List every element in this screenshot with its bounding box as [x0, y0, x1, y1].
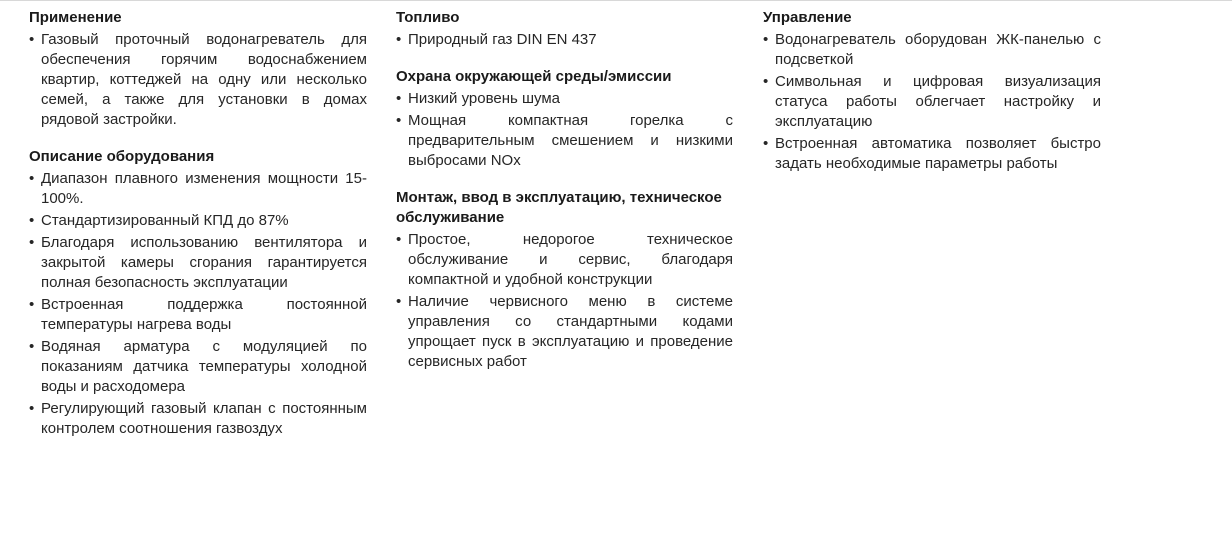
list-item [763, 72, 1101, 132]
section-heading: Применение [29, 9, 122, 26]
bullet-list [29, 169, 367, 439]
list-item-text: Встроенная автоматика позволяет быстро задать необходимые параметры работы [775, 135, 1101, 172]
section-heading: Описание оборудования [29, 148, 215, 165]
bullet-icon: • [763, 135, 769, 152]
section-heading: Топливо [396, 9, 460, 26]
list-item-text: Мощная компактная горелка с предварительным смешением и низкими выбросами NOx [408, 112, 733, 169]
section-heading: Охрана окружающей среды/эмиссии [396, 68, 672, 85]
bullet-icon: • [29, 212, 35, 229]
bullet-icon: • [29, 170, 35, 187]
bullet-list [396, 30, 733, 50]
list-item [763, 134, 1101, 174]
list-item [29, 399, 367, 439]
bullet-icon: • [396, 293, 402, 310]
list-item [29, 337, 367, 397]
section-equipment-description [29, 147, 367, 439]
section-control [763, 8, 1101, 174]
list-item-text: Регулирующий газовый клапан с постоянным контролем соотношения газвоздух [41, 400, 367, 437]
section-fuel [396, 8, 733, 50]
list-item [29, 233, 367, 293]
list-item-text: Низкий уровень шума [408, 90, 561, 107]
section-heading: Управление [763, 9, 852, 26]
bullet-list [763, 30, 1101, 174]
bullet-icon: • [396, 31, 402, 48]
bullet-icon: • [29, 31, 35, 48]
column-control [763, 8, 1101, 176]
list-item-text: Встроенная поддержка постоянной температуры нагрева воды [41, 296, 367, 333]
list-item [396, 230, 733, 290]
section-application [29, 8, 367, 130]
section-environment-emissions [396, 67, 733, 171]
bullet-icon: • [396, 90, 402, 107]
section-installation-service [396, 188, 733, 372]
bullet-icon: • [29, 400, 35, 417]
list-item-text: Простое, недорогое техническое обслуживание и сервис, благодаря компактной и удобной конструкции [408, 231, 733, 288]
bullet-list [29, 30, 367, 130]
bullet-list [396, 230, 733, 372]
column-application-equipment [29, 8, 367, 441]
column-fuel-environment-installation [396, 8, 733, 374]
list-item [29, 211, 367, 231]
list-item [396, 292, 733, 372]
list-item [29, 295, 367, 335]
list-item [396, 30, 733, 50]
list-item-text: Природный газ DIN EN 437 [408, 31, 597, 48]
list-item [396, 89, 733, 109]
list-item [763, 30, 1101, 70]
bullet-icon: • [763, 73, 769, 90]
list-item [396, 111, 733, 171]
list-item-text: Стандартизированный КПД до 87% [41, 212, 289, 229]
top-divider [0, 0, 1232, 1]
bullet-icon: • [763, 31, 769, 48]
list-item-text: Водяная арматура с модуляцией по показаниям датчика температуры холодной воды и расходомера [41, 338, 367, 395]
list-item [29, 30, 367, 130]
list-item-text: Символьная и цифровая визуализация статуса работы облегчает настройку и эксплуатацию [775, 73, 1101, 130]
list-item-text: Водонагреватель оборудован ЖК-панелью с подсветкой [775, 31, 1101, 68]
bullet-icon: • [396, 112, 402, 129]
list-item [29, 169, 367, 209]
list-item-text: Благодаря использованию вентилятора и закрытой камеры сгорания гарантируется полная безопасность эксплуатации [41, 234, 367, 291]
bullet-list [396, 89, 733, 171]
list-item-text: Газовый проточный водонагреватель для обеспечения горячим водоснабжением квартир, коттеджей на одну или несколько семей, а также для установки в домах рядовой застройки. [41, 31, 367, 128]
bullet-icon: • [29, 338, 35, 355]
list-item-text: Диапазон плавного изменения мощности 15-100%. [41, 170, 367, 207]
list-item-text: Наличие червисного меню в системе управления со стандартными кодами упрощает пуск в эксплуатацию и проведение сервисных работ [408, 293, 733, 370]
bullet-icon: • [29, 234, 35, 251]
section-heading: Монтаж, ввод в эксплуатацию, техническое обслуживание [396, 189, 722, 226]
bullet-icon: • [396, 231, 402, 248]
bullet-icon: • [29, 296, 35, 313]
